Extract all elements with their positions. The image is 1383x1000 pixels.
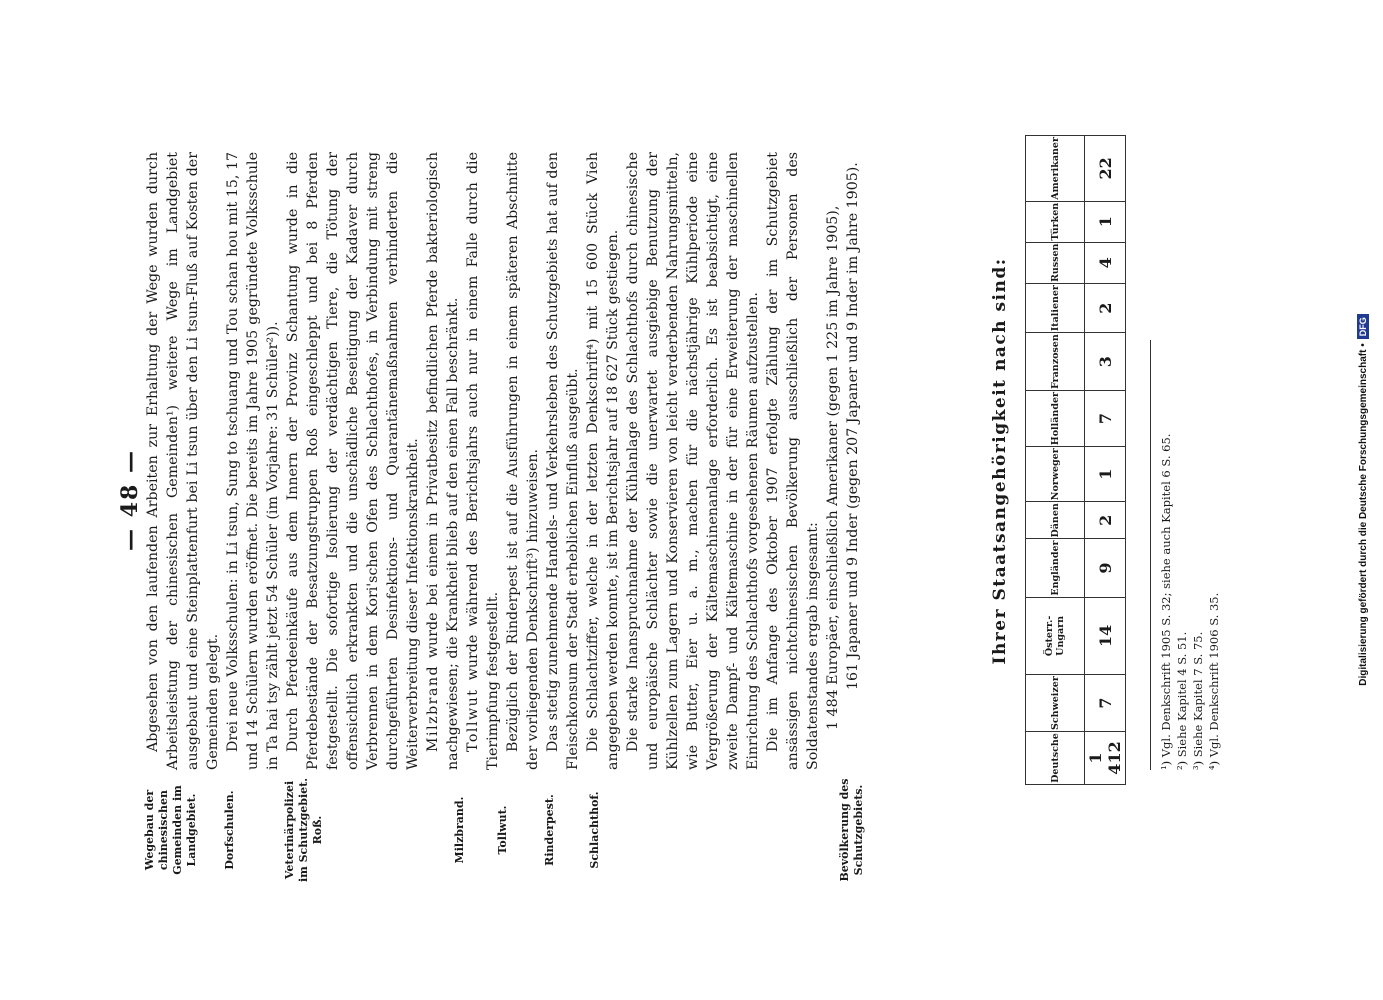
paragraph-rinderpest bbox=[503, 152, 543, 770]
paragraph-ross: Durch Pferdeeinkäufe aus dem Innern der Provinz Schantung wurde in die Pferdebestände der Besatzungstruppen Roß eingeschleppt und bei 8 Pferden festgestellt. Die sofortige Isolierung der verdächtigen Tiere, die Tötung der offensichtlich erkrankten und die unschädliche Beseitigung der Kadaver durch Verbrennen in dem Kori'schen Ofen des Schlachthofes, in Verbindung mit streng durchgeführten Desinfektions- und Quarantänemaßnahmen verhinderten die Weiterverbreitung dieser Infektionskrankheit. bbox=[285, 152, 421, 770]
table-cell: 1 bbox=[1085, 447, 1126, 502]
table-header-cell: Türken bbox=[1026, 201, 1085, 242]
table-cell: 4 bbox=[1085, 242, 1126, 283]
tollwut-text: wurde während des Berichtsjahrs auch nur in einem Falle durch die Tierimpfung festgestellt. bbox=[465, 152, 501, 770]
table-header-cell: Russen bbox=[1026, 242, 1085, 283]
table-header-row bbox=[1026, 136, 1085, 785]
table-cell: 9 bbox=[1085, 539, 1126, 597]
paragraph-kuehlanlage: Die starke Inanspruchnahme der Kühlanlage des Schlachthofs durch chinesische und europäische Schlächter sowie die unerwartet ausgiebige Benutzung der Kühlzellen zum Lagern und Konservieren von leicht verderbenden Nahrungsmitteln, wie Butter, Eier u. a. m., machen für die nächstjährige Kühlperiode eine Vergrößerung der Kältemaschinenanlage erforderlich. Es ist beabsichtigt, eine zweite Dampf- und Kältemaschine in der für eine Erweiterung der maschinellen Einrichtung des Schlachthofs vorgesehenen Räumen aufzustellen. bbox=[625, 152, 761, 770]
table-cell: 14 bbox=[1085, 597, 1126, 675]
paragraph-wegebau: Abgesehen von den laufenden Arbeiten zur Erhaltung der Wege wurden durch Arbeitsleistung der chinesischen Gemeinden¹) weitere Wege im Landgebiet ausgebaut und eine Steinplattenfurt bei Li tsun über den Li tsun-Fluß auf Kosten der Gemeinden gelegt. bbox=[145, 152, 221, 770]
margin-label-wegebau: Wegebau der chinesischen Gemeinden im Landgebiet. bbox=[143, 785, 198, 875]
table-cell: 2 bbox=[1085, 284, 1126, 333]
paragraph-japaner: 161 Japaner und 9 Inder (gegen 207 Japaner und 9 Inder im Jahre 1905). bbox=[845, 162, 861, 690]
footnote-rule bbox=[1150, 340, 1151, 770]
margin-label-milzbrand: Milzbrand. bbox=[453, 796, 466, 864]
table-header-cell: Deutsche bbox=[1026, 731, 1085, 784]
table-cell: 2 bbox=[1085, 502, 1126, 539]
nationality-table bbox=[1025, 135, 1126, 785]
table-cell: 7 bbox=[1085, 675, 1126, 732]
margin-label-schlachthof: Schlachthof. bbox=[588, 791, 601, 869]
margin-label-dorfschulen: Dorfschulen. bbox=[223, 790, 236, 870]
table-cell: 22 bbox=[1085, 136, 1126, 202]
table-header-cell: Engländer bbox=[1026, 539, 1085, 597]
table-header-cell: Holländer bbox=[1026, 390, 1085, 446]
table-header-cell: Österr.-Ungarn bbox=[1026, 597, 1085, 675]
dfg-logo: DFG bbox=[1357, 314, 1369, 339]
table-header-cell: Italiener bbox=[1026, 284, 1085, 333]
table-header-cell: Amerikaner bbox=[1026, 136, 1085, 202]
digitization-text: Digitalisierung gefördert durch die Deutsche Forschungsgemeinschaft • bbox=[1358, 343, 1369, 686]
tollwut-lead: Tollwut bbox=[465, 688, 481, 752]
table-cell: 7 bbox=[1085, 390, 1126, 446]
margin-label-bevoelkerung: Bevölkerung des Schutzgebiets. bbox=[838, 778, 865, 882]
table-title: Ihrer Staatsangehörigkeit nach sind: bbox=[990, 257, 1010, 665]
paragraph-fleischkonsum: Das stetig zunehmende Handels- und Verkehrsleben des Schutzgebiets hat auf den Fleischkonsum der Stadt erheblichen Einfluß ausgeübt. bbox=[545, 152, 581, 770]
milzbrand-text: wurde bei einem in Privatbesitz befindlichen Pferde bakteriologisch nachgewiesen; die Krankheit blieb auf den einen Fall beschränkt. bbox=[425, 152, 461, 770]
table-cell: 1 bbox=[1085, 201, 1126, 242]
table-header-cell: Schweizer bbox=[1026, 675, 1085, 732]
margin-label-tollwut: Tollwut. bbox=[496, 805, 509, 855]
footnotes bbox=[1158, 152, 1222, 770]
table-header-cell: Franzosen bbox=[1026, 333, 1085, 391]
margin-label-rinderpest: Rinderpest. bbox=[543, 794, 556, 866]
digitization-note bbox=[1357, 0, 1369, 1000]
paragraph-schlachtziffer: Die Schlachtziffer, welche in der letzten Denkschrift⁴) mit 15 600 Stück Vieh angegeben werden konnte, ist im Berichtsjahr auf 18 627 Stück gestiegen. bbox=[585, 152, 621, 770]
paragraph-zaehlung: Die im Anfange des Oktober 1907 erfolgte Zählung der im Schutzgebiet ansässigen nichtchinesischen Bevölkerung ausschließlich der Personen des Soldatenstandes ergab insgesamt: bbox=[765, 152, 821, 770]
rinderpest-lead: Bezüglich der Rinderpest bbox=[505, 565, 521, 752]
margin-label-veterinaer: Veterinärpolizei im Schutzgebiet. Roß. bbox=[283, 777, 324, 883]
paragraph-schulen: Drei neue Volksschulen: in Li tsun, Sung to tschuang und Tou schan hou mit 15, 17 und 14 Schülern wurden eröffnet. Die bereits im Jahre 1905 gegründete Volksschule in Ta hai tsy zählt jetzt 54 Schüler (im Vorjahre: 31 Schüler²)). bbox=[225, 152, 281, 770]
footnote-4: ⁴) Vgl. Denkschrift 1906 S. 35. bbox=[1207, 592, 1221, 770]
paragraph-tollwut bbox=[463, 152, 503, 770]
table-header-cell: Dänen bbox=[1026, 502, 1085, 539]
paragraph-europaeer: 1 484 Europäer, einschließlich Amerikaner (gegen 1 225 im Jahre 1905), bbox=[825, 205, 841, 730]
table-header-cell: Norweger bbox=[1026, 447, 1085, 502]
rinderpest-text: ist auf die Ausführungen in einem späteren Abschnitte der vorliegenden Denkschrift³) hinzuweisen. bbox=[505, 152, 541, 770]
paragraph-milzbrand bbox=[423, 152, 463, 770]
footnote-2: ²) Siehe Kapitel 4 S. 51. bbox=[1175, 631, 1189, 770]
footnote-1: ¹) Vgl. Denkschrift 1905 S. 32; siehe auch Kapitel 6 S. 65. bbox=[1159, 433, 1173, 770]
text-block-wegebau bbox=[143, 152, 863, 770]
table-row bbox=[1085, 136, 1126, 785]
milzbrand-lead: Milzbrand bbox=[425, 664, 441, 752]
table-cell: 1 412 bbox=[1085, 731, 1126, 784]
table-cell: 3 bbox=[1085, 333, 1126, 391]
footnote-3: ³) Siehe Kapitel 7 S. 75. bbox=[1191, 631, 1205, 770]
page-number: — 48 — bbox=[117, 449, 143, 551]
